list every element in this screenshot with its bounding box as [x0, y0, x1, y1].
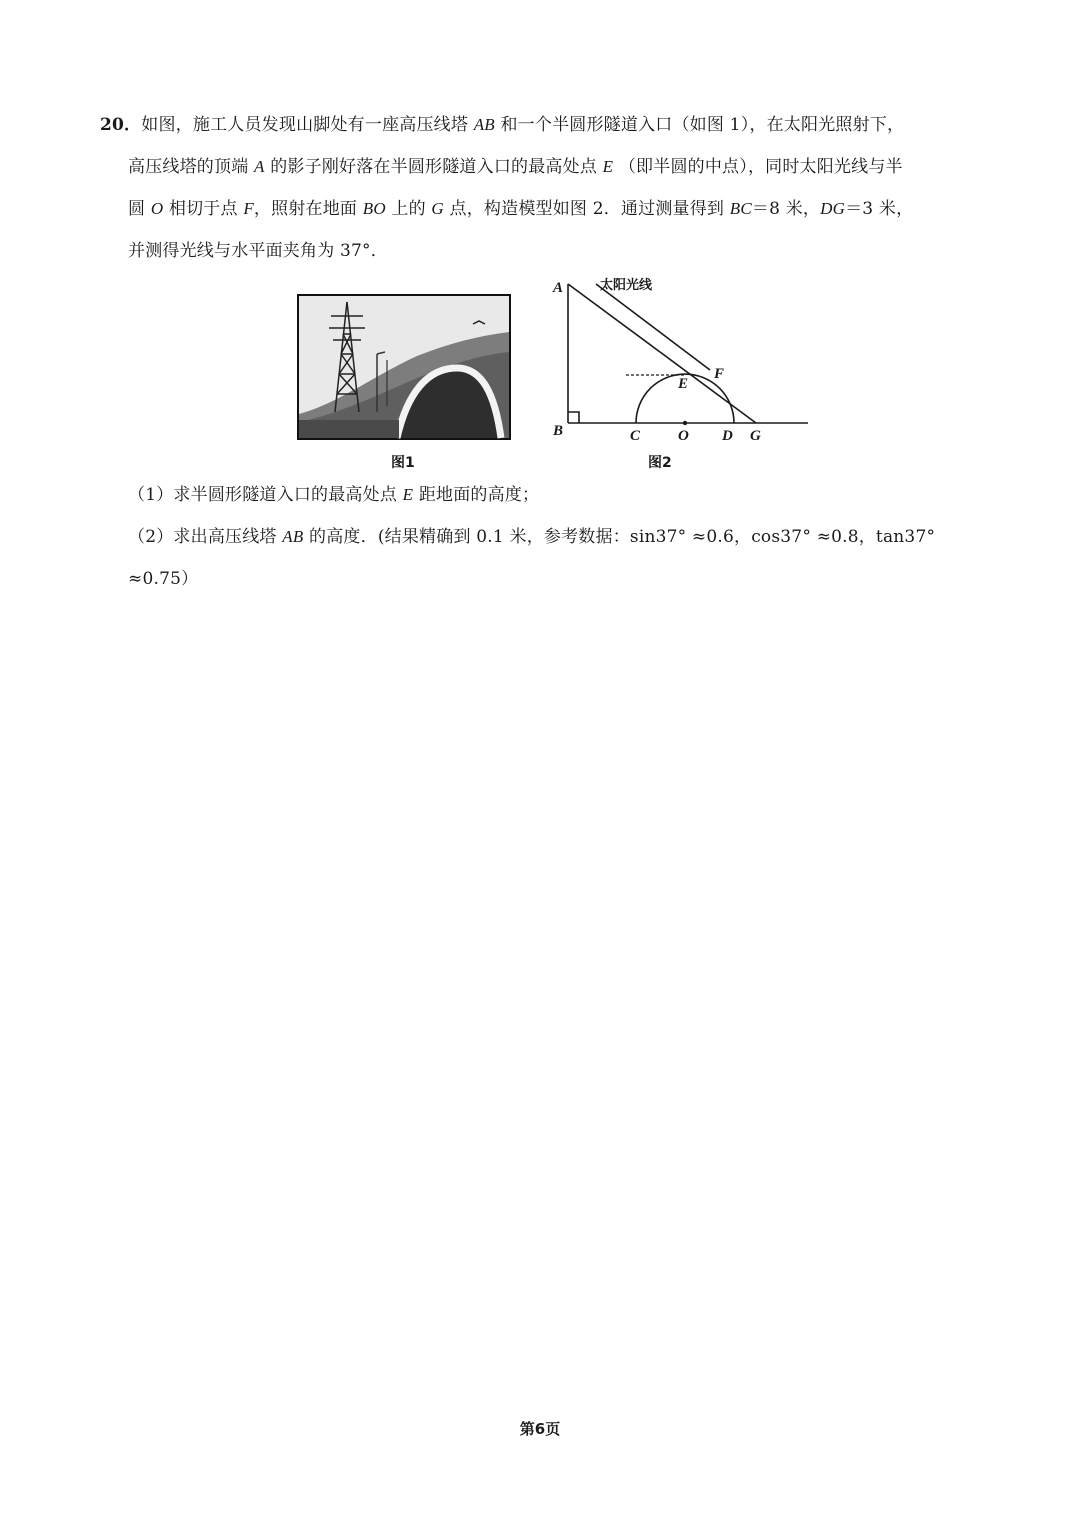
label-c: C — [630, 428, 641, 444]
var-o: O — [150, 199, 164, 218]
question-line-4: 并测得光线与水平面夹角为 37°． — [128, 241, 388, 261]
figure-1-photo — [297, 294, 511, 440]
question-line-3: 圆 O 相切于点 F，照射在地面 BO 上的 G 点，构造模型如图 2．通过测量得到 BC＝8 米，DG＝3 米， — [128, 199, 914, 219]
label-d: D — [722, 428, 733, 444]
sub-question-2-continued: ≈0.75） — [128, 569, 199, 589]
var-f: F — [243, 199, 254, 218]
question-line-1: 20．如图，施工人员发现山脚处有一座高压线塔 AB 和一个半圆形隧道入口（如图 1），在太阳光照射下， — [100, 115, 905, 135]
sub-question-2: （2）求出高压线塔 AB 的高度．(结果精确到 0.1 米，参考数据：sin37° ≈0.6，cos37° ≈0.8，tan37° — [128, 527, 936, 547]
question-line-2: 高压线塔的顶端 A 的影子刚好落在半圆形隧道入口的最高处点 E （即半圆的中点），同时太阳光线与半 — [128, 157, 903, 177]
figure-2-diagram — [550, 272, 814, 448]
page-number: 第6页 — [519, 1420, 561, 1438]
var-g: G — [431, 199, 444, 218]
label-b: B — [553, 423, 564, 439]
figure-1-caption: 图1 — [391, 455, 415, 471]
sun-ray-parallel — [596, 284, 710, 370]
point-o-dot — [683, 421, 687, 425]
sun-ray-label: 太阳光线 — [600, 278, 653, 293]
sun-ray-ag — [568, 284, 756, 423]
label-e: E — [678, 376, 689, 392]
var-bc: BC — [729, 199, 752, 218]
var-e-q1: E — [402, 485, 414, 504]
figure-2-caption: 图2 — [648, 455, 672, 471]
question-number: 20． — [100, 115, 142, 135]
label-o: O — [678, 428, 689, 444]
right-angle-mark — [568, 412, 579, 423]
var-ab-q2: AB — [282, 527, 304, 546]
label-f: F — [714, 366, 725, 382]
var-dg: DG — [820, 199, 846, 218]
var-e: E — [602, 157, 614, 176]
sub-question-1: （1）求半圆形隧道入口的最高处点 E 距地面的高度； — [128, 485, 540, 505]
label-g: G — [750, 428, 761, 444]
label-a: A — [553, 280, 564, 296]
var-bo: BO — [362, 199, 386, 218]
var-ab: AB — [473, 115, 495, 134]
var-a: A — [254, 157, 265, 176]
